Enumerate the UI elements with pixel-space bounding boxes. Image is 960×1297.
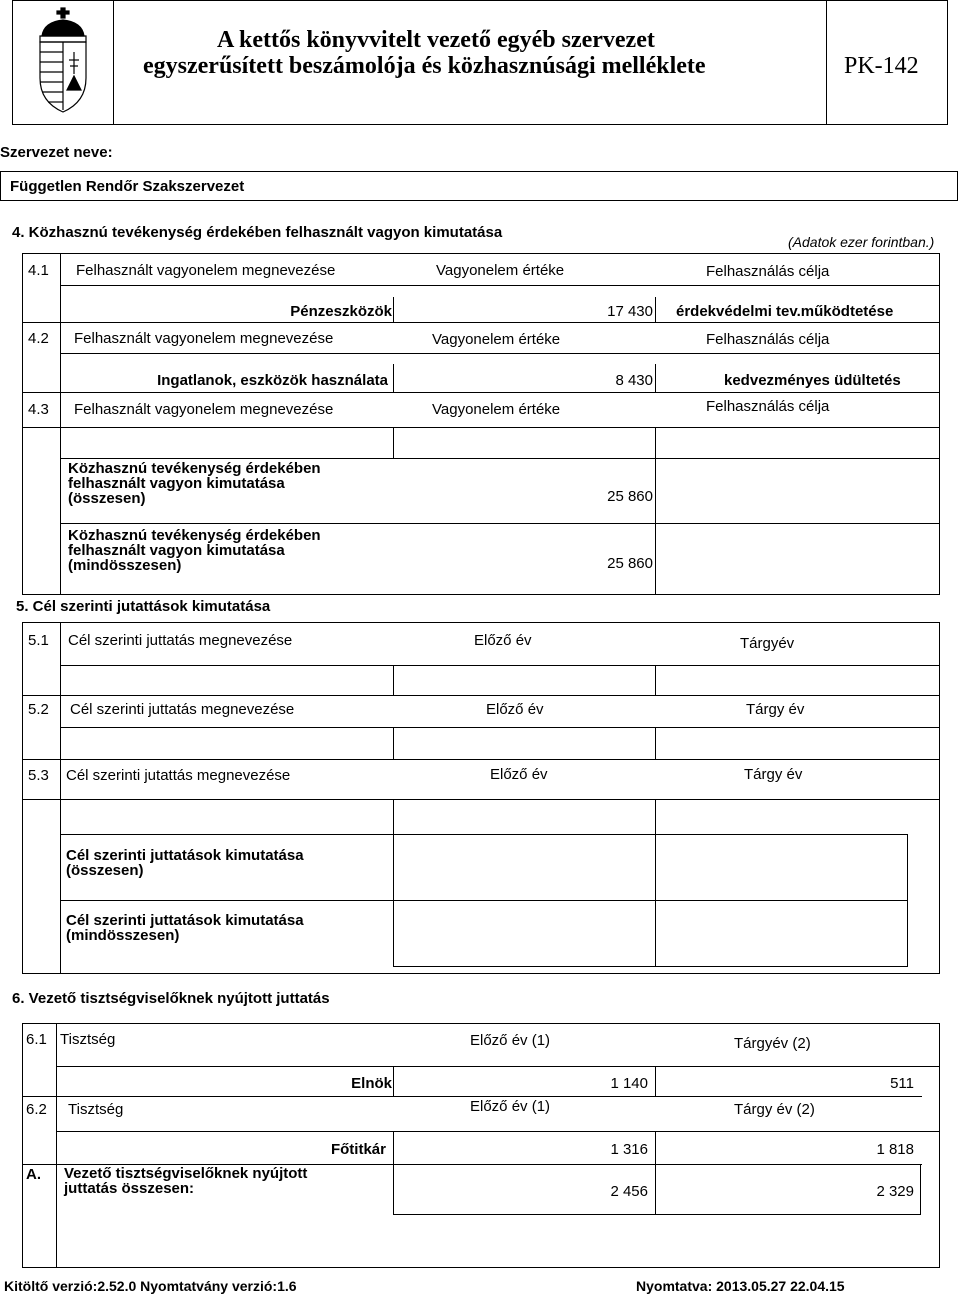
row-4-1-header-line — [60, 285, 940, 286]
row-5-3-col-div-2 — [655, 799, 656, 834]
row-5-1-col-div-1 — [393, 665, 394, 695]
header-divider-left — [113, 0, 114, 125]
row-4-1-name-header: Felhasznált vagyonelem megnevezése — [76, 262, 336, 279]
row-5-2-name-header: Cél szerinti juttatás megnevezése — [70, 701, 295, 718]
row-4-3-header-line — [22, 427, 940, 428]
row-6-2-prev: 1 316 — [610, 1141, 648, 1158]
row-4-1-name: Pénzeszközök — [290, 303, 392, 320]
form-title-line-2: egyszerűsített beszámolója és közhasznúsági melléklete — [143, 53, 706, 79]
header-divider-right — [826, 0, 827, 125]
row-4-2-value: 8 430 — [615, 372, 653, 389]
row-4-3-value-header: Vagyonelem értéke — [432, 401, 561, 418]
footer-printed: Nyomtatva: 2013.05.27 22.04.15 — [636, 1278, 845, 1294]
s4-total-value: 25 860 — [607, 488, 653, 505]
section-6-frame — [22, 1023, 940, 1268]
row-5-3-name-header: Cél szerinti jutattás megnevezése — [66, 767, 291, 784]
s5-total-bottom-line — [60, 900, 908, 901]
section-5-title: 5. Cél szerinti jutattások kimutatása — [16, 598, 271, 615]
section-4-num-divider — [60, 253, 61, 595]
row-4-1-col-div-1 — [393, 297, 394, 322]
unit-note: (Adatok ezer forintban.) — [788, 234, 935, 250]
s5-grand-bottom-line — [393, 966, 908, 967]
row-6-1-curr: 511 — [890, 1075, 914, 1092]
s6-total-number: A. — [26, 1166, 41, 1183]
s6-total-label: Vezető tisztségviselőknek nyújtott juttatás összesen: — [64, 1165, 308, 1197]
row-5-1-header-line — [60, 665, 940, 666]
row-6-1-col-div-2 — [655, 1066, 656, 1096]
row-5-3-header-line — [22, 799, 940, 800]
row-6-2-col-div-1 — [393, 1131, 394, 1164]
row-4-1-number: 4.1 — [28, 262, 49, 279]
row-5-3-bottom-line — [60, 834, 908, 835]
row-6-2-curr: 1 818 — [876, 1141, 914, 1158]
row-4-2-purpose: kedvezményes üdültetés — [724, 372, 901, 389]
row-4-3-number: 4.3 — [28, 401, 49, 418]
row-5-3-number: 5.3 — [28, 767, 49, 784]
row-6-2-name-header: Tisztség — [68, 1101, 124, 1118]
s4-grand-value: 25 860 — [607, 555, 653, 572]
row-5-3-prev-header: Előző év — [490, 766, 548, 783]
row-4-2-col-div-2 — [655, 364, 656, 392]
section-6-title: 6. Vezető tisztségviselőknek nyújtott juttatás — [12, 990, 330, 1007]
form-code: PK-142 — [844, 53, 919, 79]
s4-grand-label: Közhasznú tevékenység érdekében felhasznált vagyon kimutatása (mindösszesen) — [68, 527, 321, 574]
s6-total-curr: 2 329 — [876, 1183, 914, 1200]
row-5-2-header-line — [60, 727, 940, 728]
row-5-2-col-div-1 — [393, 727, 394, 759]
s6-total-col-div-3 — [920, 1164, 921, 1214]
row-5-1-name-header: Cél szerinti juttatás megnevezése — [68, 632, 293, 649]
row-6-1-curr-header: Tárgyév (2) — [734, 1035, 811, 1052]
row-5-2-col-div-2 — [655, 727, 656, 759]
row-5-3-curr-header: Tárgy év — [744, 766, 803, 783]
s5-total-label: Cél szerinti juttatások kimutatása (összesen) — [66, 847, 304, 879]
row-6-2-prev-header: Előző év (1) — [470, 1098, 551, 1115]
org-name-label: Szervezet neve: — [0, 144, 113, 161]
row-4-3-purpose-header: Felhasználás célja — [706, 398, 830, 415]
row-6-2-header-line — [56, 1131, 940, 1132]
row-4-2-number: 4.2 — [28, 330, 49, 347]
s6-total-prev: 2 456 — [610, 1183, 648, 1200]
row-6-1-name: Elnök — [351, 1075, 392, 1092]
row-4-2-value-header: Vagyonelem értéke — [432, 331, 561, 348]
row-6-1-prev: 1 140 — [610, 1075, 648, 1092]
row-5-1-curr-header: Tárgyév — [740, 635, 795, 652]
row-4-3-bottom-line — [60, 458, 940, 459]
footer-versions: Kitöltő verzió:2.52.0 Nyomtatvány verzió:1.6 — [4, 1278, 297, 1294]
row-6-1-bottom-line — [22, 1096, 922, 1097]
row-6-1-col-div-1 — [393, 1066, 394, 1096]
coat-of-arms-emblem — [30, 6, 96, 118]
s6-total-col-div-2 — [655, 1164, 656, 1214]
row-5-2-curr-header: Tárgy év — [746, 701, 805, 718]
s4-total-bottom-line — [60, 523, 940, 524]
row-6-2-name: Főtitkár — [330, 1141, 386, 1158]
s4-total-label: Közhasznú tevékenység érdekében felhasznált vagyon kimutatása (összesen) — [68, 460, 321, 507]
row-6-2-col-div-2 — [655, 1131, 656, 1164]
s6-total-bottom-line — [393, 1214, 921, 1215]
row-4-1-value-header: Vagyonelem értéke — [436, 262, 565, 279]
row-4-2-header-line — [60, 353, 940, 354]
section-5-num-divider — [60, 622, 61, 974]
row-6-1-number: 6.1 — [26, 1031, 47, 1048]
row-6-2-curr-header: Tárgy év (2) — [734, 1101, 815, 1118]
row-4-1-bottom-line — [22, 322, 940, 323]
org-name-value: Független Rendőr Szakszervezet — [10, 178, 245, 195]
row-6-1-name-header: Tisztség — [60, 1031, 116, 1048]
row-4-1-purpose: érdekvédelmi tev.működtetése — [676, 303, 894, 320]
row-4-1-value: 17 430 — [607, 303, 653, 320]
s6-total-col-div-1 — [393, 1164, 394, 1214]
row-5-1-number: 5.1 — [28, 632, 49, 649]
row-4-3-col-div-1 — [393, 427, 394, 458]
row-4-2-bottom-line — [22, 392, 940, 393]
row-5-1-prev-header: Előző év — [474, 632, 532, 649]
s4-total-col-div-1 — [655, 458, 656, 595]
row-4-1-col-div-2 — [655, 297, 656, 322]
form-title-line-1: A kettős könyvvitelt vezető egyéb szervezet — [217, 27, 655, 53]
row-4-3-name-header: Felhasznált vagyonelem megnevezése — [74, 401, 334, 418]
row-6-2-number: 6.2 — [26, 1101, 47, 1118]
row-4-2-col-div-1 — [393, 364, 394, 392]
section-6-num-divider — [56, 1023, 57, 1268]
row-6-1-header-line — [56, 1066, 940, 1067]
row-5-2-bottom-line — [22, 759, 940, 760]
row-5-3-col-div-1 — [393, 799, 394, 834]
row-5-1-col-div-2 — [655, 665, 656, 695]
row-4-2-name: Ingatlanok, eszközök használata — [157, 372, 388, 389]
row-4-3-col-div-2 — [655, 427, 656, 458]
section-4-title: 4. Közhasznú tevékenység érdekében felhasznált vagyon kimutatása — [12, 224, 503, 241]
row-4-2-name-header: Felhasznált vagyonelem megnevezése — [74, 330, 334, 347]
row-6-1-prev-header: Előző év (1) — [470, 1032, 551, 1049]
row-4-2-purpose-header: Felhasználás célja — [706, 331, 830, 348]
s5-grand-label: Cél szerinti juttatások kimutatása (mindösszesen) — [66, 912, 304, 944]
row-5-1-bottom-line — [22, 695, 940, 696]
row-5-2-prev-header: Előző év — [486, 701, 544, 718]
row-4-1-purpose-header: Felhasználás célja — [706, 263, 830, 280]
row-5-2-number: 5.2 — [28, 701, 49, 718]
